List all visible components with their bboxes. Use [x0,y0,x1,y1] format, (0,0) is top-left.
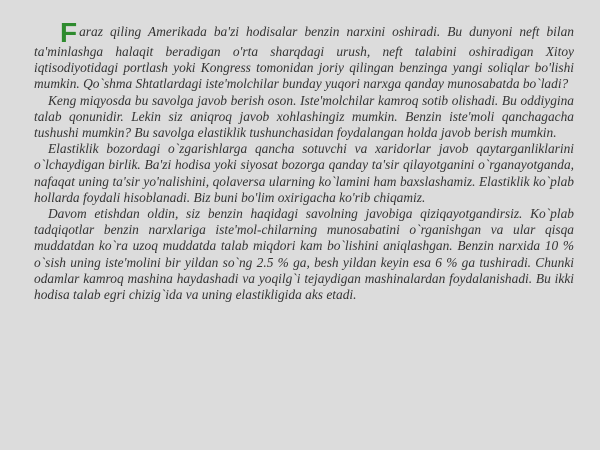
paragraph-4: Davom etishdan oldin, siz benzin haqidagi savolning javobiga qiziqayotgandirsiz. Ko`plab tadqiqotlar benzin narxlariga iste'mol-chilarning munosabatini o`rganishgan va ular qisqa muddatdan ko`ra uzoq muddatda talab miqdori kam bo`lishini aniqlashgan. Benzin narxida 10 % o`sish uning iste'molini bir yildan so`ng 2.5 % ga, besh yildan keyin esa 6 % ga tushiradi. Chunki odamlar kamroq mashina haydashadi va yoqilg`i tejaydigan mashinalardan foydalanishadi. Bu ikki hodisa talab egri chizig`ida va uning elastikligida aks etadi. [34,206,574,303]
paragraph-3: Elastiklik bozordagi o`zgarishlarga qancha sotuvchi va xaridorlar javob qaytarganliklarini o`lchaydigan birlik. Ba'zi hodisa yoki siyosat bozorga qanday ta'sir qilayotganini o`rganayotganda, nafaqat uning ta'sir yo'nalishini, qolaversa ularning ko`lamini ham baxslashamiz. Elastiklik ko`plab hollarda foydali hisoblanadi. Biz buni bo'lim oxirigacha ko'rib chiqamiz. [34,141,574,205]
drop-cap-letter: F [60,17,78,48]
paragraph-2: Keng miqyosda bu savolga javob berish oson. Iste'molchilar kamroq sotib olishadi. Bu oddiygina talab qonunidir. Lekin siz aniqroq javob xohlashingiz mumkin. Benzin iste'moli qanchagacha tushushi mumkin? Bu savolga elastiklik tushunchasidan foydalangan holda javob berish mumkin. [34,92,574,141]
paragraph-1-text: araz qiling Amerikada ba'zi hodisalar benzin narxini oshiradi. Bu dunyoni neft bilan ta'minlashga halaqit beradigan o'rta sharqdagi urush, neft talabini oshiradigan Xitoy iqtisodiyotidagi portlash yoki Kongress tomonidan joriy qilingan benzinga yangi soliqlar bo'lishi mumkin. Qo`shma Shtatlardagi iste'molchilar bunday yuqori narxga qanday munosabatda bo`ladi? [34,24,574,92]
paragraph-1 [34,17,574,93]
